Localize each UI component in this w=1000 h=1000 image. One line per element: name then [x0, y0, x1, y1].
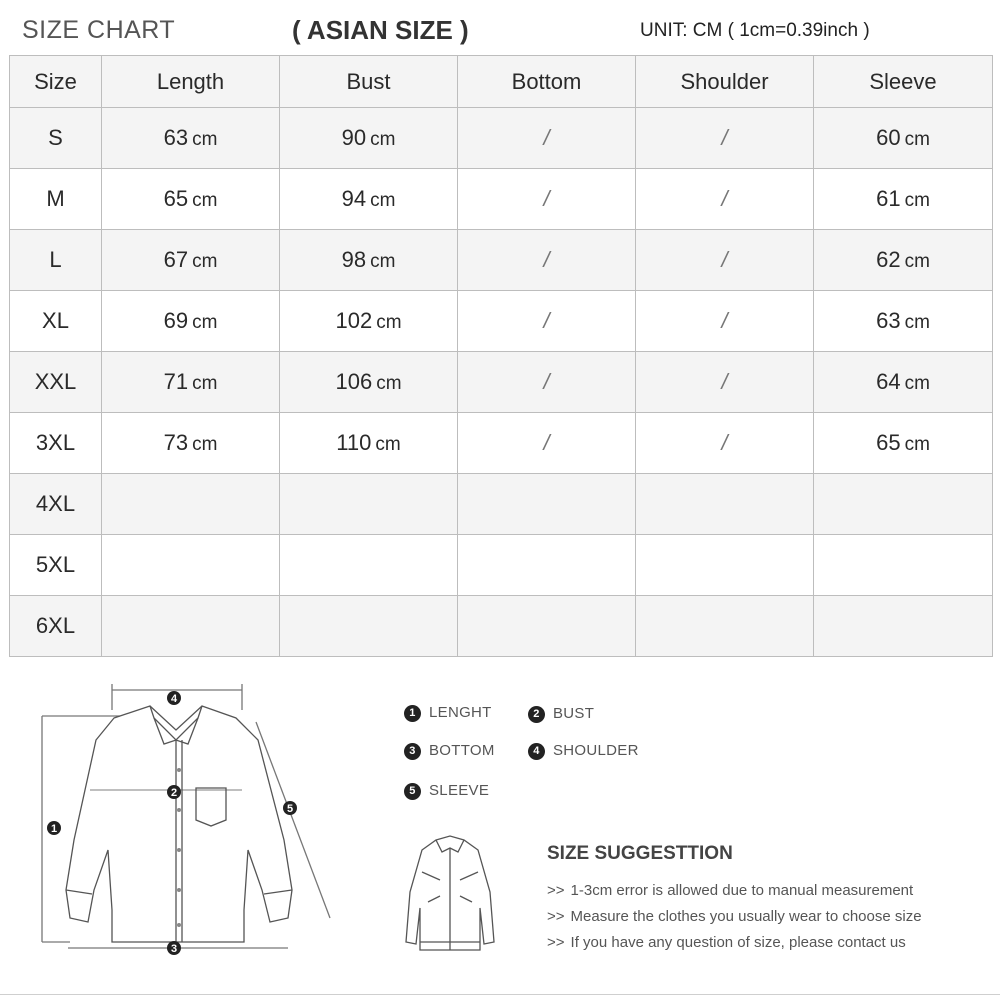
marker-4: 4 [170, 693, 178, 705]
table-cell-size: XXL [10, 352, 102, 413]
table-cell-sleeve: 60 cm [814, 108, 993, 169]
size-table [9, 55, 993, 657]
table-cell-sleeve [814, 535, 993, 596]
table-cell-shoulder: / [636, 230, 814, 291]
table-cell-bottom [458, 474, 636, 535]
table-cell-length: 69 cm [102, 291, 280, 352]
column-header: Length [102, 56, 280, 108]
table-cell-sleeve: 62 cm [814, 230, 993, 291]
table-cell-bottom: / [458, 291, 636, 352]
table-row [10, 352, 993, 413]
table-cell-size: M [10, 169, 102, 230]
legend-item-bottom: 3 BOTTOM [404, 742, 495, 760]
shirt-diagram [30, 680, 360, 980]
legend-item-sleeve: 5 SLEEVE [404, 782, 489, 800]
size-suggestion-title: SIZE SUGGESTTION [547, 843, 733, 864]
table-cell-shoulder: / [636, 291, 814, 352]
legend-item-length: 1 LENGHT [404, 704, 492, 722]
table-row [10, 596, 993, 657]
suggestion-line: >> Measure the clothes you usually wear to choose size [547, 908, 922, 925]
table-cell-bust: 98 cm [280, 230, 458, 291]
table-cell-sleeve: 65 cm [814, 413, 993, 474]
table-cell-length: 73 cm [102, 413, 280, 474]
table-cell-bottom [458, 596, 636, 657]
table-row [10, 474, 993, 535]
table-row [10, 108, 993, 169]
table-cell-bust [280, 535, 458, 596]
table-cell-size: S [10, 108, 102, 169]
size-chart-title: SIZE CHART [22, 16, 176, 44]
table-cell-size: 5XL [10, 535, 102, 596]
table-cell-shoulder: / [636, 108, 814, 169]
unit-note: UNIT: CM ( 1cm=0.39inch ) [640, 20, 870, 41]
column-header: Bottom [458, 56, 636, 108]
table-row [10, 230, 993, 291]
table-cell-bottom: / [458, 352, 636, 413]
table-cell-shoulder [636, 474, 814, 535]
table-header-row [10, 56, 993, 108]
table-cell-shoulder [636, 535, 814, 596]
table-cell-bust: 94 cm [280, 169, 458, 230]
table-cell-sleeve [814, 596, 993, 657]
table-cell-shoulder: / [636, 413, 814, 474]
marker-1: 1 [50, 823, 58, 835]
table-cell-bust [280, 474, 458, 535]
legend-item-shoulder: 4 SHOULDER [528, 742, 639, 760]
column-header: Bust [280, 56, 458, 108]
jacket-icon [400, 832, 500, 962]
table-cell-shoulder [636, 596, 814, 657]
table-cell-bottom: / [458, 169, 636, 230]
column-header: Shoulder [636, 56, 814, 108]
table-cell-size: 6XL [10, 596, 102, 657]
table-cell-bottom: / [458, 108, 636, 169]
table-cell-length: 65 cm [102, 169, 280, 230]
table-cell-size: 3XL [10, 413, 102, 474]
legend-item-bust: 2 BUST [528, 705, 594, 723]
table-cell-length [102, 474, 280, 535]
table-row [10, 535, 993, 596]
table-cell-bottom: / [458, 413, 636, 474]
table-cell-size: XL [10, 291, 102, 352]
table-cell-bust: 106 cm [280, 352, 458, 413]
marker-5: 5 [286, 803, 294, 815]
suggestion-line: >> 1-3cm error is allowed due to manual measurement [547, 882, 914, 899]
table-cell-bottom: / [458, 230, 636, 291]
table-cell-sleeve: 64 cm [814, 352, 993, 413]
table-cell-bust [280, 596, 458, 657]
table-cell-shoulder: / [636, 352, 814, 413]
table-cell-bust: 110 cm [280, 413, 458, 474]
table-cell-length: 71 cm [102, 352, 280, 413]
suggestion-line: >> If you have any question of size, please contact us [547, 934, 906, 951]
table-row [10, 291, 993, 352]
table-cell-length: 63 cm [102, 108, 280, 169]
table-row [10, 413, 993, 474]
table-cell-size: 4XL [10, 474, 102, 535]
column-header: Sleeve [814, 56, 993, 108]
table-cell-length [102, 535, 280, 596]
table-cell-size: L [10, 230, 102, 291]
table-cell-sleeve [814, 474, 993, 535]
marker-3: 3 [170, 943, 178, 955]
divider [0, 994, 1000, 995]
column-header: Size [10, 56, 102, 108]
table-cell-shoulder: / [636, 169, 814, 230]
table-cell-sleeve: 61 cm [814, 169, 993, 230]
table-cell-sleeve: 63 cm [814, 291, 993, 352]
table-cell-bust: 102 cm [280, 291, 458, 352]
asian-size-label: ( ASIAN SIZE ) [292, 15, 469, 45]
marker-2: 2 [170, 787, 178, 799]
table-cell-bust: 90 cm [280, 108, 458, 169]
table-cell-length: 67 cm [102, 230, 280, 291]
table-cell-length [102, 596, 280, 657]
table-cell-bottom [458, 535, 636, 596]
table-row [10, 169, 993, 230]
